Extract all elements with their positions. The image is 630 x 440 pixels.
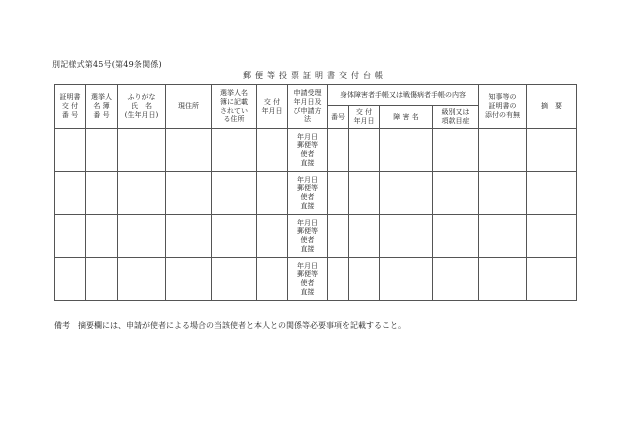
table-cell[interactable] xyxy=(257,172,288,215)
table-cell[interactable] xyxy=(349,129,380,172)
table-cell[interactable] xyxy=(118,215,166,258)
header-disability-issue-date: 交 付 年月日 xyxy=(349,106,380,129)
header-registered-address: 選挙人名 簿に記載 されてい る住所 xyxy=(212,85,257,129)
table-cell[interactable] xyxy=(86,258,118,301)
table-cell[interactable] xyxy=(380,258,433,301)
table-row xyxy=(55,172,577,215)
table-cell[interactable] xyxy=(55,258,86,301)
header-issue-date: 交 付 年月日 xyxy=(257,85,288,129)
table-cell[interactable] xyxy=(212,129,257,172)
table-row xyxy=(55,215,577,258)
application-method-cell[interactable]: 年月日 郵便等 使者 直接 xyxy=(288,172,328,215)
table-cell[interactable] xyxy=(527,258,577,301)
application-method-cell[interactable]: 年月日 郵便等 使者 直接 xyxy=(288,215,328,258)
table-row xyxy=(55,258,577,301)
table-cell[interactable] xyxy=(527,215,577,258)
table-cell[interactable] xyxy=(328,215,349,258)
application-method-cell[interactable]: 年月日 郵便等 使者 直接 xyxy=(288,258,328,301)
table-cell[interactable] xyxy=(86,172,118,215)
header-governor-cert: 知事等の 証明書の 添付の有無 xyxy=(479,85,527,129)
table-cell[interactable] xyxy=(118,129,166,172)
document-title: 郵便等投票証明書交付台帳 xyxy=(243,71,387,80)
table-cell[interactable] xyxy=(257,258,288,301)
header-disability-name: 障 害 名 xyxy=(380,106,433,129)
header-disability-number: 番号 xyxy=(328,106,349,129)
note-label: 備考 xyxy=(54,321,70,330)
header-address: 現住所 xyxy=(166,85,212,129)
table-cell[interactable] xyxy=(55,172,86,215)
table-cell[interactable] xyxy=(86,129,118,172)
table-cell[interactable] xyxy=(166,258,212,301)
table-cell[interactable] xyxy=(479,172,527,215)
header-name: ふりがな 氏 名 (生年月日) xyxy=(118,85,166,129)
table-cell[interactable] xyxy=(349,172,380,215)
table-cell[interactable] xyxy=(479,258,527,301)
table-cell[interactable] xyxy=(380,172,433,215)
table-cell[interactable] xyxy=(433,258,479,301)
table-cell[interactable] xyxy=(328,258,349,301)
note-text: 摘要欄には、申請が使者による場合の当該使者と本人との関係等必要事項を記載すること。 xyxy=(78,321,406,330)
table-cell[interactable] xyxy=(166,129,212,172)
header-register-number: 選挙人 名 簿 番 号 xyxy=(86,85,118,129)
table-cell[interactable] xyxy=(328,129,349,172)
table-cell[interactable] xyxy=(349,258,380,301)
table-cell[interactable] xyxy=(118,258,166,301)
table-cell[interactable] xyxy=(257,215,288,258)
table-cell[interactable] xyxy=(527,129,577,172)
table-cell[interactable] xyxy=(349,215,380,258)
table-cell[interactable] xyxy=(380,215,433,258)
note xyxy=(54,320,406,331)
table-cell[interactable] xyxy=(433,129,479,172)
table-cell[interactable] xyxy=(212,172,257,215)
table-cell[interactable] xyxy=(380,129,433,172)
table-cell[interactable] xyxy=(479,215,527,258)
table-cell[interactable] xyxy=(86,215,118,258)
table-cell[interactable] xyxy=(55,215,86,258)
table-cell[interactable] xyxy=(433,172,479,215)
header-disability-group: 身体障害者手帳又は戦傷病者手帳の内容 xyxy=(328,85,479,106)
header-application: 申請受理 年月日及 び申請方 法 xyxy=(288,85,328,129)
table-cell[interactable] xyxy=(328,172,349,215)
header-cert-number: 証明書 交 付 番 号 xyxy=(55,85,86,129)
register-table xyxy=(54,84,577,301)
table-cell[interactable] xyxy=(166,172,212,215)
table-cell[interactable] xyxy=(118,172,166,215)
header-disability-grade: 級別又は 項款目症 xyxy=(433,106,479,129)
table-cell[interactable] xyxy=(257,129,288,172)
table-cell[interactable] xyxy=(212,258,257,301)
table-cell[interactable] xyxy=(166,215,212,258)
table-row xyxy=(55,129,577,172)
table-cell[interactable] xyxy=(527,172,577,215)
application-method-cell[interactable]: 年月日 郵便等 使者 直接 xyxy=(288,129,328,172)
form-label: 別記様式第45号(第49条関係) xyxy=(52,60,162,69)
table-cell[interactable] xyxy=(433,215,479,258)
table-cell[interactable] xyxy=(212,215,257,258)
header-remarks: 摘 要 xyxy=(527,85,577,129)
table-cell[interactable] xyxy=(55,129,86,172)
table-cell[interactable] xyxy=(479,129,527,172)
